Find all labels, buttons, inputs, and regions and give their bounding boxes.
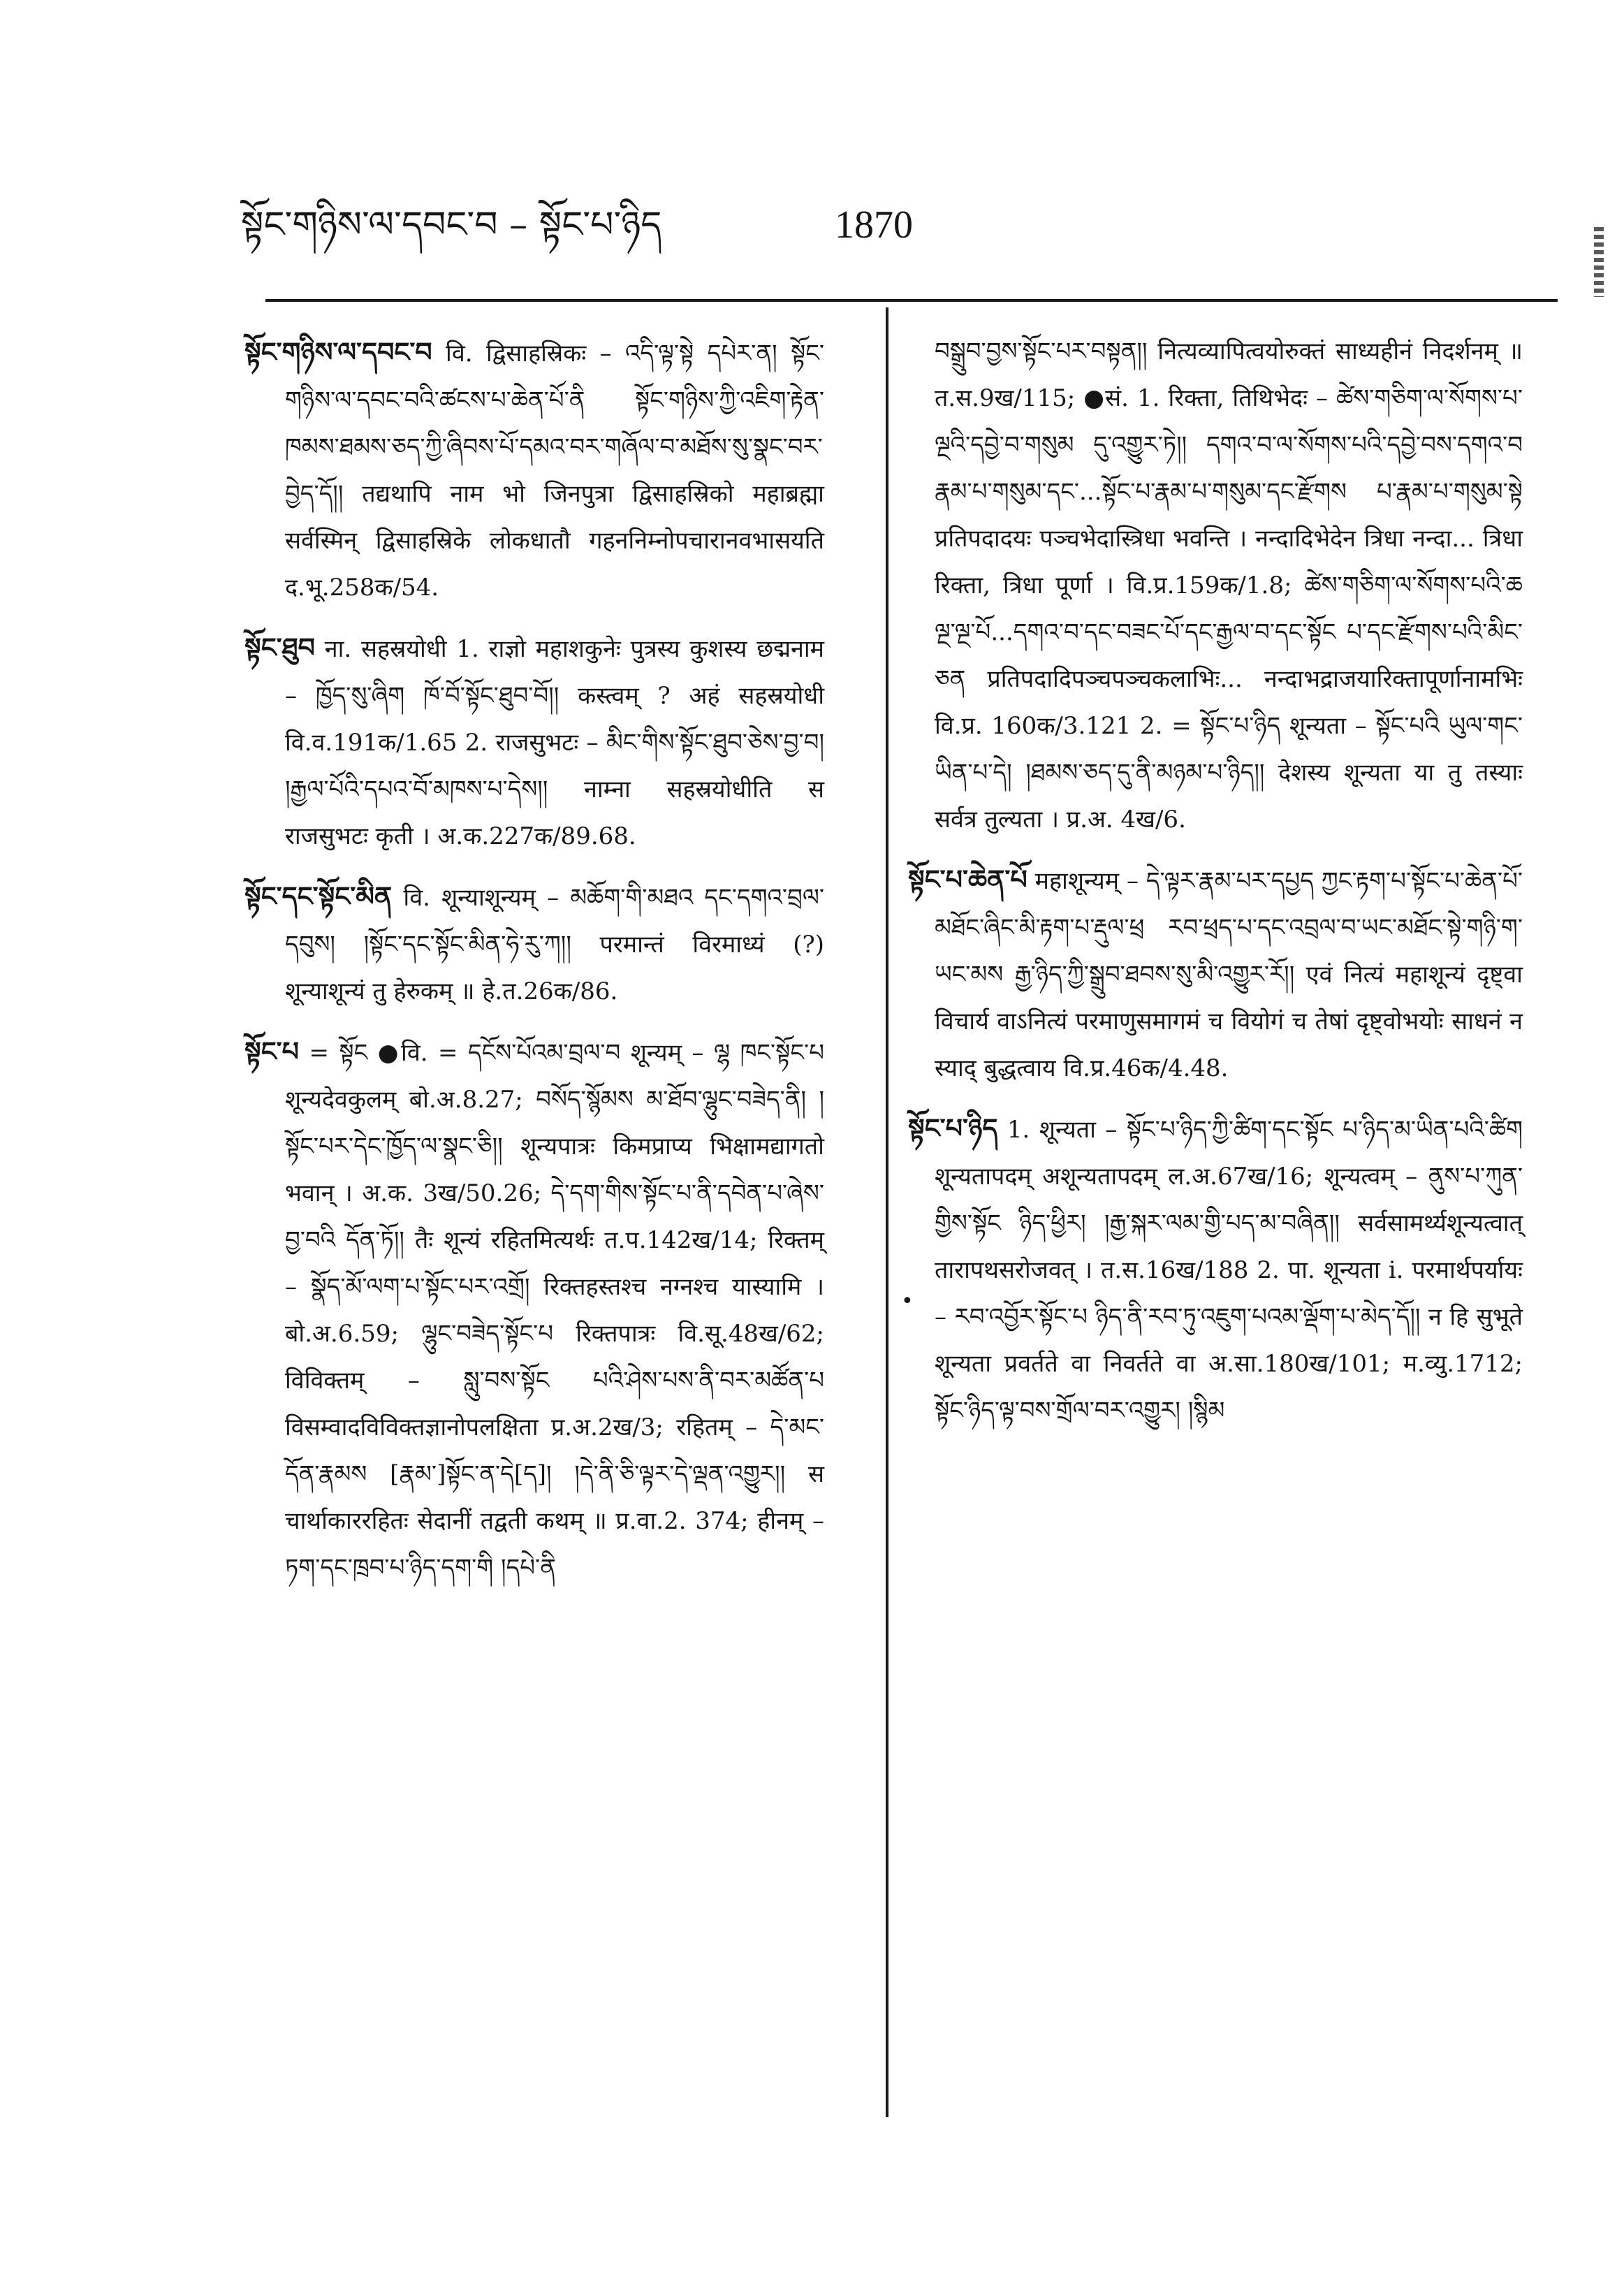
dictionary-entry xyxy=(244,873,824,1015)
entry-text: བསྒྲུབ་བྱས་སྟོང་པར་བསྟན།། नित्यव्यापित्वयोरुक्तं साध्यहीनं निदर्शनम् ॥ त.स.9ख/115; ●सं. 1. रिक्ता, तिथिभेदः – ཚེས་གཅིག་ལ་སོགས་པ་ལྔའི་དབྱེ་བ་གསུམ དུ་འགྱུར་ཏེ།། དགའ་བ་ལ་སོགས་པའི་དབྱེ་བས་དགའ་བ རྣམ་པ་གསུམ་དང་...སྟོང་པ་རྣམ་པ་གསུམ་དང་རྫོགས པ་རྣམ་པ་གསུམ་སྟེ प्रतिपदादयः पञ्चभेदास्त्रिधा भवन्ति । नन्दादिभेदेन त्रिधा नन्दा... त्रिधा रिक्ता, त्रिधा पूर्णा । वि.प्र.159क/1.8; ཚེས་གཅིག་ལ་སོགས་པའི་ཆ ལྔ་ལྔ་པོ...དགའ་བ་དང་བཟང་པོ་དང་རྒྱལ་བ་དང་སྟོང པ་དང་རྫོགས་པའི་མིང་ཅན प्रतिपदादिपञ्चपञ्चकलाभिः... नन्दाभद्राजयारिक्तापूर्णानामभिः वि.प्र. 160क/3.121 2. = སྟོང་པ་ཉིད शून्यता – སྟོང་པའི ཡུལ་གང་ཡིན་པ་དེ། །ཐམས་ཅད་དུ་ནི་མཉམ་པ་ཉིད།། देशस्य शून्यता या तु तस्याः सर्वत्र तुल्यता । प्र.अ. 4ख/6. xyxy=(935,337,1523,834)
entry-text: = སྟོང ●वि. = དངོས་པོའམ་བྲལ་བ शून्यम् – ལྷ ཁང་སྟོང་པ शून्यदेवकुलम् बो.अ.8.27; བསོད་སྙོམས མ་ཐོབ་ལྷུང་བཟེད་ནི། །སྟོང་པར་དེང་ཁྱོད་ལ་སྣང་ཅི།། शून्यपात्रः किमप्राप्य भिक्षामद्यागतो भवान् । अ.क. 3ख/50.26; དེ་དག་གིས་སྟོང་པ་ནི་དབེན་པ་ཞེས་བྱ་བའི དོན་ཏོ།། तैः शून्यं रहितमित्यर्थः त.प.142ख/14; रिक्तम् – སྣོད་མོ་ལག་པ་སྟོང་པར་འགྲོ། रिक्तहस्तश्च नग्नश्च यास्यामि । बो.अ.6.59; ལྷུང་བཟེད་སྟོང་པ रिक्तपात्रः वि.सू.48ख/62; विविक्तम् – སླུ་བས་སྟོང པའི་ཤེས་པས་ནི་བར་མཚོན་པ विसम्वादविविक्तज्ञानोपलक्षिता प्र.अ.2ख/3; रहितम् – དེ་མང་དོན་རྣམས [རྣམ་]སྟོང་ན་དེ[ད]། །དེ་ནི་ཅི་ལྟར་དེ་ལྡན་འགྱུར།། स चार्थाकाररहितः सेदानीं तद्वती कथम् ॥ प्र.वा.2. 374; हीनम् – ཏག་དང་ཁྲབ་པ་ཉིད་དག་གི །དཔེ་ནི xyxy=(285,1039,824,1582)
page-number: 1870 xyxy=(835,203,913,247)
entry-headword: སྟོང་པ་ཉིད xyxy=(908,1112,998,1144)
entry-headword: སྟོང་ཐུབ xyxy=(244,632,315,663)
entry-text: 1. शून्यता – སྟོང་པ་ཉིད་ཀྱི་ཚིག་དང་སྟོང པ་ཉིད་མ་ཡིན་པའི་ཚིག शून्यतापदम् अशून्यतापदम् ल.अ.67ख/16; शून्यत्वम् – ནུས་པ་ཀུན་གྱིས་སྟོང ཉིད་ཕྱིར། །རྒྱ་སྐར་ལམ་གྱི་པད་མ་བཞིན།། सर्वसामर्थ्यशून्यत्वात् तारापथसरोजवत् । त.स.16ख/188 2. पा. शून्यता i. परमार्थपर्यायः – རབ་འབྱོར་སྟོང་པ ཉིད་ནི་རབ་ཏུ་འཇུག་པའམ་ལྡོག་པ་མེད་དོ།། न हि सुभूते शून्यता प्रवर्तते वा निवर्तते वा अ.सा.180ख/101; म.व्यु.1712; སྟོང་ཉིད་ལྟ་བས་གྲོལ་བར་འགྱུར། །སྙིམ xyxy=(935,1116,1523,1425)
entry-text: महाशून्यम् – དེ་ལྟར་རྣམ་པར་དཔྱད ཀྱང་རྟག་པ་སྟོང་པ་ཆེན་པོ་མཐོང་ཞིང་མི་རྟག་པ་རྡུལ་ཕྲ རབ་ཕྲད་པ་དང་འབྲལ་བ་ཡང་མཐོང་སྟེ་གཉི་ག་ཡང་མས རྒྱ་ཉིད་ཀྱི་སྒྲུབ་ཐབས་སུ་མི་འགྱུར་རོ།། एवं नित्यं महाशून्यं दृष्ट्वा विचार्य वाऽनित्यं परमाणुसमागमं च वियोगं च तेषां दृष्ट्वोभयोः साधनं न स्याद् बुद्धत्वाय वि.प्र.46क/4.48. xyxy=(935,867,1523,1082)
running-title: སྟོང་གཉིས་ལ་དབང་བ – སྟོང་པ་ཉིད xyxy=(241,204,662,246)
entry-headword: སྟོང་པ་ཆེན་པོ xyxy=(908,864,1027,895)
dictionary-entry xyxy=(908,1105,1523,1434)
right-column xyxy=(908,328,1523,1447)
dictionary-entry xyxy=(244,328,824,611)
scan-edge-mark xyxy=(1594,227,1604,297)
margin-bullet: • xyxy=(901,1289,914,1314)
left-column xyxy=(244,328,824,1604)
dictionary-entry-continuation xyxy=(908,328,1523,843)
entry-headword: སྟོང་དང་སྟོང་མིན xyxy=(244,880,393,912)
entry-headword: སྟོང་གཉིས་ལ་དབང་བ xyxy=(244,336,432,368)
dictionary-entry xyxy=(908,856,1523,1092)
page-header xyxy=(241,197,1568,274)
header-rule xyxy=(265,299,1558,302)
column-divider xyxy=(886,307,888,2117)
entry-text: वि. शून्याशून्यम् – མཆོག་གི་མཐའ དང་དགའ་བྲལ་དབུས། །སྟོང་དང་སྟོང་མིན་ཧེ་རུ་ཀ།། परमान्तं विरमाध्यं (?) शून्याशून्यं तु हेरुकम् ॥ हे.त.26क/86. xyxy=(285,884,824,1005)
entry-text: ना. सहस्रयोधी 1. राज्ञो महाशकुनेः पुत्रस्य कुशस्य छद्मनाम – ཁྱོད་སུ་ཞིག ཁོ་བོ་སྟོང་ཐུབ་བོ།། कस्त्वम् ? अहं सहस्रयोधी वि.व.191क/1.65 2. राजसुभटः – མིང་གིས་སྟོང་ཐུབ་ཅེས་བྱ་བ། །རྒྱལ་པོའི་དཔའ་བོ་མཁས་པ་དེས།། नाम्ना सहस्रयोधीति स राजसुभटः कृती । अ.क.227क/89.68. xyxy=(285,635,824,850)
entry-text: वि. द्विसाहस्रिकः – འདི་ལྟ་སྟེ དཔེར་ན། སྟོང་གཉིས་ལ་དབང་བའི་ཚངས་པ་ཆེན་པོ་ནི སྟོང་གཉིས་ཀྱི་འཇིག་རྟེན་ཁམས་ཐམས་ཅད་ཀྱི་ཞིབས་པོ་དམའ་བར་གཞོལ་བ་མཐོས་སུ་སྣང་བར་བྱེད་དོ།། तद्यथापि नाम भो जिनपुत्रा द्विसाहस्रिको महाब्रह्मा सर्वस्मिन् द्विसाहस्रिके लोकधातौ गहननिम्नोपचारानवभासयति द.भू.258क/54. xyxy=(285,340,824,602)
dictionary-entry xyxy=(244,624,824,860)
entry-headword: སྟོང་པ xyxy=(244,1035,300,1067)
dictionary-entry xyxy=(244,1028,824,1592)
